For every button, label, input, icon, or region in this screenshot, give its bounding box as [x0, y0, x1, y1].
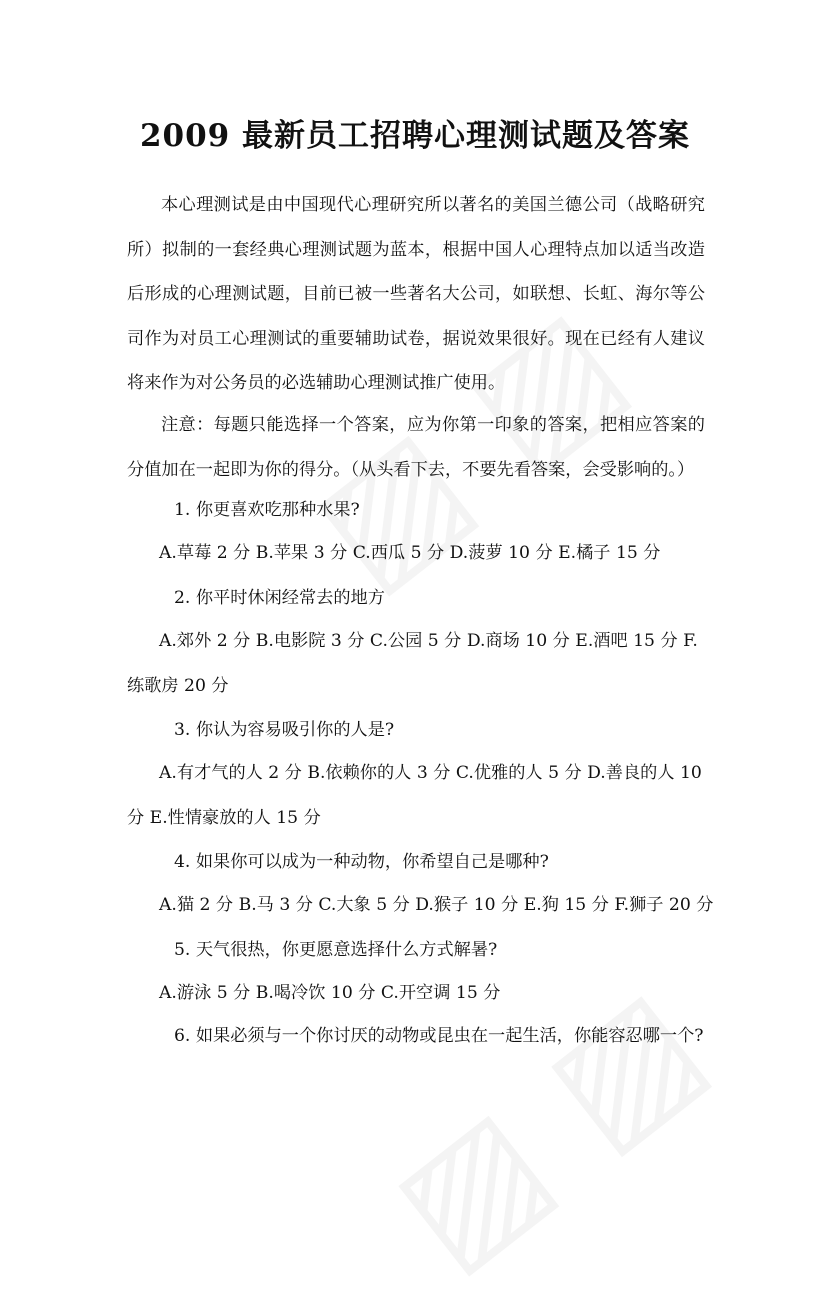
question-1: 1. 你更喜欢吃那种水果? — [174, 500, 360, 520]
question-5-options: A.游泳 5 分 B.喝冷饮 10 分 C.开空调 15 分 — [159, 983, 501, 1003]
question-2: 2. 你平时休闲经常去的地方 — [174, 588, 385, 608]
question-4: 4. 如果你可以成为一种动物，你希望自己是哪种? — [174, 852, 549, 872]
intro-paragraph: 本心理测试是由中国现代心理研究所以著名的美国兰德公司（战略研究所）拟制的一套经典心理测试题为蓝本，根据中国人心理特点加以适当改造后形成的心理测试题，目前已被一些著名大公司，如联想、长虹、海尔等公司作为对员工心理测试的重要辅助试卷，据说效果很好。现在已经有人建议将来作为对公务员的必选辅助心理测试推广使用。 — [127, 195, 705, 393]
question-2-options: A.郊外 2 分 B.电影院 3 分 C.公园 5 分 D.商场 10 分 E.酒吧 15 分 F.练歌房 20 分 — [127, 631, 698, 696]
question-6: 6. 如果必须与一个你讨厌的动物或昆虫在一起生活，你能容忍哪一个? — [174, 1026, 704, 1046]
question-5: 5. 天气很热，你更愿意选择什么方式解暑? — [174, 940, 498, 960]
document-title: 2009 最新员工招聘心理测试题及答案 — [139, 118, 691, 154]
question-1-options: A.草莓 2 分 B.苹果 3 分 C.西瓜 5 分 D.菠萝 10 分 E.橘子 15 分 — [159, 543, 661, 563]
note-paragraph: 注意：每题只能选择一个答案，应为你第一印象的答案，把相应答案的分值加在一起即为你的得分。（从头看下去，不要先看答案，会受影响的。） — [127, 415, 705, 480]
question-4-options: A.猫 2 分 B.马 3 分 C.大象 5 分 D.猴子 10 分 E.狗 15 分 F.狮子 20 分 — [159, 895, 714, 915]
question-3-options: A.有才气的人 2 分 B.依赖你的人 3 分 C.优雅的人 5 分 D.善良的人 10 分 E.性情豪放的人 15 分 — [127, 763, 702, 828]
question-3: 3. 你认为容易吸引你的人是? — [174, 720, 395, 740]
